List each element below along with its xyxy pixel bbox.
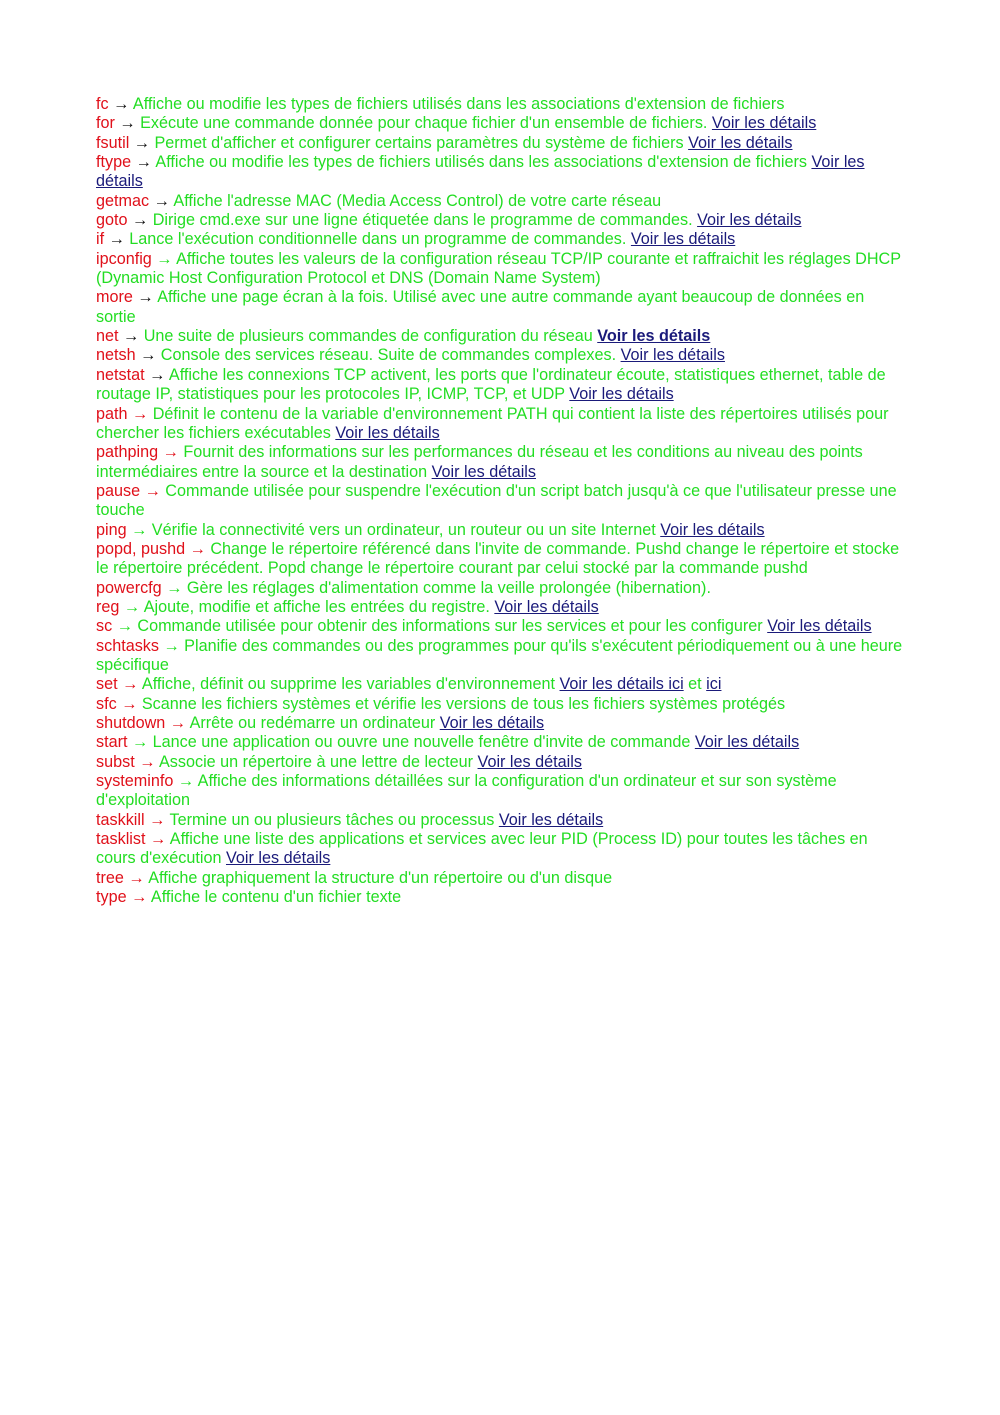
command-description: Change le répertoire référencé dans l'invite de commande. Pushd change le répertoire et stocke le répertoire précédent. Popd change le répertoire courant par celui stocké par la commande pushd bbox=[96, 539, 900, 578]
command-entry bbox=[96, 811, 904, 830]
command-entry bbox=[96, 637, 904, 676]
command-name: fsutil bbox=[96, 133, 130, 152]
arrow-icon: → bbox=[131, 888, 148, 907]
arrow-icon: → bbox=[162, 443, 179, 462]
command-name: sfc bbox=[96, 694, 117, 713]
arrow-icon: → bbox=[156, 249, 173, 268]
command-entry bbox=[96, 114, 904, 133]
arrow-icon: → bbox=[135, 153, 152, 172]
details-link[interactable]: Voir les détails bbox=[630, 230, 736, 249]
command-description: Affiche les connexions TCP activent, les ports que l'ordinateur écoute, statistiques ethernet, table de routage IP, statistiques pour les protocoles IP, ICMP, TCP, et UDP bbox=[96, 365, 886, 404]
command-name: start bbox=[96, 733, 128, 752]
command-description: Affiche graphiquement la structure d'un répertoire ou d'un disque bbox=[148, 868, 613, 887]
details-link[interactable]: Voir les détails bbox=[96, 153, 865, 191]
command-entry bbox=[96, 230, 904, 249]
command-name: pause bbox=[96, 481, 141, 500]
command-description: Affiche toutes les valeurs de la configuration réseau TCP/IP courante et raffraichit les réglages DHCP (Dynamic Host Configuration Protocol et DNS (Domain Name System) bbox=[96, 249, 901, 288]
command-entry bbox=[96, 95, 904, 114]
details-link[interactable]: Voir les détails bbox=[697, 211, 802, 230]
command-name: shutdown bbox=[96, 714, 166, 732]
command-name: tree bbox=[96, 868, 124, 887]
command-name: fc bbox=[96, 95, 109, 113]
command-description: Scanne les fichiers systèmes et vérifie les versions de tous les fichiers systèmes protégés bbox=[141, 694, 786, 713]
command-entry bbox=[96, 617, 904, 636]
command-name: taskkill bbox=[96, 810, 145, 829]
command-entry bbox=[96, 482, 904, 521]
command-description: Une suite de plusieurs commandes de configuration du réseau bbox=[143, 327, 598, 346]
command-entry bbox=[96, 579, 904, 598]
command-name: net bbox=[96, 327, 119, 346]
arrow-icon: → bbox=[139, 752, 156, 771]
arrow-icon: → bbox=[113, 95, 130, 113]
command-name: ftype bbox=[96, 153, 132, 172]
command-description: Associe un répertoire à une lettre de lecteur bbox=[159, 752, 474, 771]
command-description: Affiche des informations détaillées sur la configuration d'un ordinateur et sur son système d'exploitation bbox=[96, 772, 837, 810]
details-link[interactable]: Voir les détails bbox=[439, 714, 545, 732]
command-entry bbox=[96, 714, 904, 733]
arrow-icon: → bbox=[131, 733, 149, 752]
command-entry bbox=[96, 521, 904, 540]
arrow-icon: → bbox=[132, 404, 149, 423]
command-description: Fournit des informations sur les performances du réseau et les conditions au niveau des points intermédiaires entre la source et la destination bbox=[96, 443, 863, 481]
command-name: systeminfo bbox=[96, 772, 174, 791]
details-link[interactable]: Voir les détails ici bbox=[559, 675, 684, 694]
details-link[interactable]: Voir les détails bbox=[335, 423, 440, 442]
arrow-icon: → bbox=[119, 114, 136, 133]
arrow-icon: → bbox=[163, 636, 180, 655]
details-link[interactable]: Voir les détails bbox=[620, 346, 725, 365]
arrow-icon: → bbox=[116, 617, 133, 636]
arrow-icon: → bbox=[123, 327, 140, 346]
command-entry bbox=[96, 695, 904, 714]
command-description: Ajoute, modifie et affiche les entrées du registre. bbox=[143, 597, 490, 616]
command-list bbox=[96, 95, 904, 907]
arrow-icon: → bbox=[121, 694, 138, 713]
arrow-icon: → bbox=[122, 675, 139, 694]
details-link[interactable]: Voir les détails bbox=[494, 597, 599, 616]
command-name: popd, pushd bbox=[96, 539, 186, 558]
details-link[interactable]: Voir les détails bbox=[597, 327, 711, 346]
command-entry bbox=[96, 211, 904, 230]
command-description: Arrête ou redémarre un ordinateur bbox=[189, 714, 440, 732]
command-entry bbox=[96, 192, 904, 211]
details-link[interactable]: Voir les détails bbox=[688, 133, 793, 152]
details-link[interactable]: Voir les détails bbox=[498, 810, 604, 829]
command-entry bbox=[96, 598, 904, 617]
command-entry bbox=[96, 733, 904, 752]
arrow-icon: → bbox=[137, 288, 154, 307]
command-description: Définit le contenu de la variable d'environnement PATH qui contient la liste des répertoires utilisés pour chercher les fichiers exécutables bbox=[96, 404, 889, 442]
command-description: Console des services réseau. Suite de commandes complexes. bbox=[160, 346, 617, 365]
command-entry bbox=[96, 288, 904, 327]
details-link-2[interactable]: ici bbox=[706, 675, 722, 694]
arrow-icon: → bbox=[132, 211, 149, 230]
command-description: Gère les réglages d'alimentation comme la veille prolongée (hibernation). bbox=[186, 578, 711, 597]
details-link[interactable]: Voir les détails bbox=[569, 385, 674, 404]
details-link[interactable]: Voir les détails bbox=[694, 733, 800, 752]
command-name: reg bbox=[96, 597, 120, 616]
command-entry bbox=[96, 540, 904, 579]
command-description: Affiche une page écran à la fois. Utilisé avec une autre commande ayant beaucoup de données en sortie bbox=[96, 288, 865, 326]
arrow-icon: → bbox=[153, 191, 170, 210]
arrow-icon: → bbox=[149, 365, 166, 384]
details-link[interactable]: Voir les détails bbox=[711, 114, 817, 133]
command-entry bbox=[96, 772, 904, 811]
command-entry bbox=[96, 366, 904, 405]
command-name: more bbox=[96, 288, 133, 307]
arrow-icon: → bbox=[189, 539, 206, 558]
command-name: if bbox=[96, 230, 105, 249]
command-name: powercfg bbox=[96, 578, 162, 597]
command-name: type bbox=[96, 888, 127, 907]
details-link[interactable]: Voir les détails bbox=[660, 520, 765, 539]
command-entry bbox=[96, 830, 904, 869]
command-name: tasklist bbox=[96, 830, 146, 849]
command-entry bbox=[96, 869, 904, 888]
arrow-icon: → bbox=[108, 230, 125, 249]
arrow-icon: → bbox=[128, 868, 145, 887]
command-entry bbox=[96, 675, 904, 694]
command-entry bbox=[96, 153, 904, 192]
command-description: Permet d'afficher et configurer certains paramètres du système de fichiers bbox=[154, 133, 684, 152]
arrow-icon: → bbox=[144, 481, 161, 500]
command-name: netstat bbox=[96, 365, 145, 384]
command-name: subst bbox=[96, 752, 135, 771]
details-link[interactable]: Voir les détails bbox=[431, 462, 536, 481]
arrow-icon: → bbox=[123, 597, 141, 616]
command-description: Affiche une liste des applications et services avec leur PID (Process ID) pour toutes les tâches en cours d'exécution bbox=[96, 830, 868, 868]
command-entry bbox=[96, 753, 904, 772]
command-name: path bbox=[96, 404, 128, 423]
arrow-icon: → bbox=[169, 714, 186, 732]
command-description: Lance une application ou ouvre une nouvelle fenêtre d'invite de commande bbox=[152, 733, 691, 752]
command-description: Affiche ou modifie les types de fichiers utilisés dans les associations d'extension de fichiers bbox=[132, 95, 785, 113]
command-name: for bbox=[96, 114, 115, 133]
arrow-icon: → bbox=[131, 520, 148, 539]
arrow-icon: → bbox=[149, 810, 166, 829]
command-entry bbox=[96, 346, 904, 365]
command-name: ping bbox=[96, 520, 127, 539]
command-name: set bbox=[96, 675, 118, 694]
command-description: Planifie des commandes ou des programmes pour qu'ils s'exécutent périodiquement ou à une heure spécifique bbox=[96, 636, 903, 674]
connector-text: et bbox=[683, 675, 707, 694]
arrow-icon: → bbox=[149, 830, 167, 849]
command-entry bbox=[96, 327, 904, 346]
command-name: netsh bbox=[96, 346, 136, 365]
command-name: schtasks bbox=[96, 636, 159, 655]
command-name: goto bbox=[96, 211, 128, 230]
command-name: ipconfig bbox=[96, 249, 152, 268]
command-description: Affiche ou modifie les types de fichiers utilisés dans les associations d'extension de fichiers bbox=[155, 153, 807, 172]
command-description: Vérifie la connectivité vers un ordinateur, un routeur ou un site Internet bbox=[151, 520, 656, 539]
command-entry bbox=[96, 443, 904, 482]
details-link[interactable]: Voir les détails bbox=[767, 617, 872, 636]
arrow-icon: → bbox=[133, 133, 150, 152]
command-description: Affiche le contenu d'un fichier texte bbox=[150, 888, 402, 907]
command-description: Lance l'exécution conditionnelle dans un programme de commandes. bbox=[129, 230, 627, 249]
arrow-icon: → bbox=[140, 346, 157, 365]
command-description: Commande utilisée pour suspendre l'exécution d'un script batch jusqu'à ce que l'utilisateur presse une touche bbox=[96, 481, 897, 520]
command-description: Exécute une commande donnée pour chaque fichier d'un ensemble de fichiers. bbox=[140, 114, 708, 133]
details-link[interactable]: Voir les détails bbox=[477, 752, 582, 771]
command-entry bbox=[96, 250, 904, 289]
command-description: Termine un ou plusieurs tâches ou processus bbox=[169, 810, 495, 829]
arrow-icon: → bbox=[177, 772, 195, 791]
command-description: Affiche, définit ou supprime les variables d'environnement bbox=[141, 675, 560, 694]
command-description: Commande utilisée pour obtenir des informations sur les services et pour les configurer bbox=[137, 617, 763, 636]
command-entry bbox=[96, 888, 904, 907]
details-link[interactable]: Voir les détails bbox=[225, 849, 331, 868]
command-name: getmac bbox=[96, 191, 150, 210]
command-name: sc bbox=[96, 617, 113, 636]
command-name: pathping bbox=[96, 443, 159, 462]
command-description: Dirige cmd.exe sur une ligne étiquetée dans le programme de commandes. bbox=[152, 211, 693, 230]
command-entry bbox=[96, 405, 904, 444]
command-description: Affiche l'adresse MAC (Media Access Control) de votre carte réseau bbox=[173, 191, 662, 210]
command-entry bbox=[96, 134, 904, 153]
arrow-icon: → bbox=[166, 578, 183, 597]
